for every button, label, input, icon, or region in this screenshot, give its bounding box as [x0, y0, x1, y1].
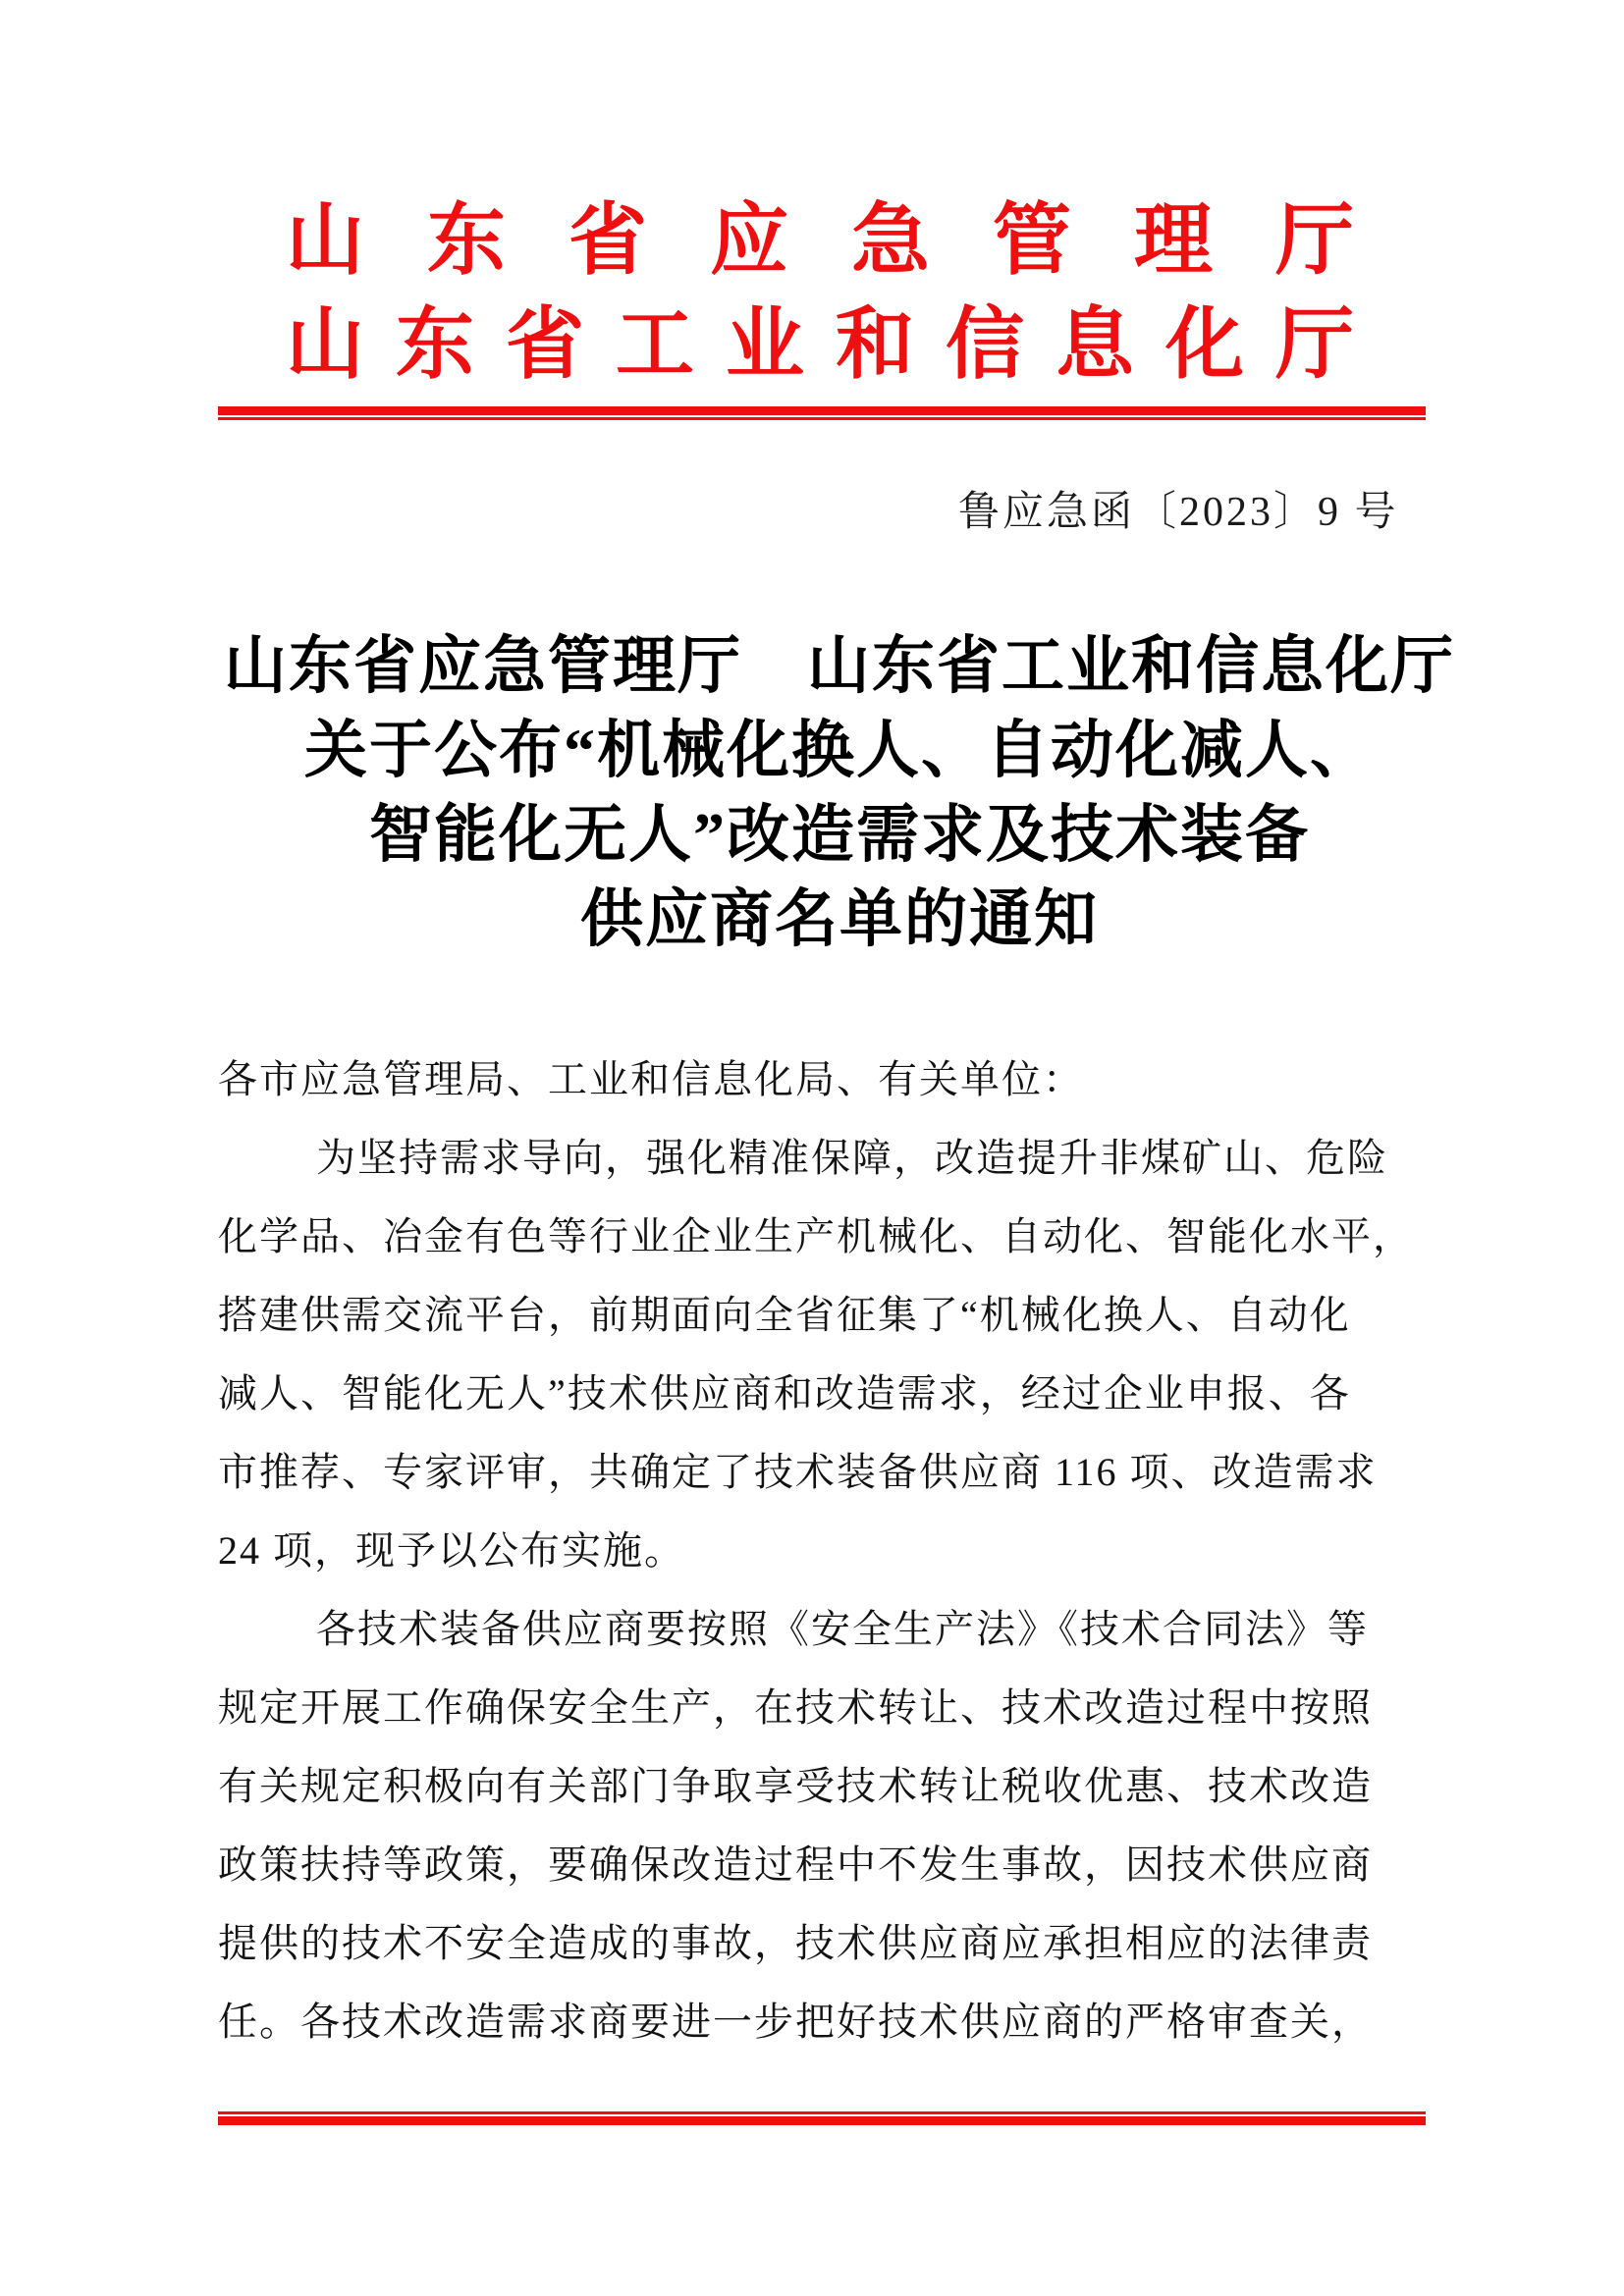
body-line-6: 24 项，现予以公布实施。 [218, 1528, 685, 1573]
letterhead-separator [218, 406, 1426, 420]
document-body [218, 1041, 1435, 2061]
body-line-3: 搭建供需交流平台，前期面向全省征集了“机械化换人、自动化 [218, 1293, 1351, 1337]
document-title [0, 624, 1624, 962]
document-title-line-4: 供应商名单的通知 [580, 884, 1099, 954]
separator-thick-rule [218, 406, 1426, 415]
body-line-11: 提供的技术不安全造成的事故，技术供应商应承担相应的法律责 [218, 1921, 1373, 1965]
body-line-12: 任。各技术改造需求商要进一步把好技术供应商的严格审查关， [218, 2000, 1373, 2044]
body-line-10: 政策扶持等政策，要确保改造过程中不发生事故，因技术供应商 [218, 1842, 1373, 1887]
document-number: 鲁应急函〔2023〕9 号 [958, 490, 1399, 535]
body-line-9: 有关规定积极向有关部门争取享受技术转让税收优惠、技术改造 [218, 1764, 1373, 1808]
body-line-5: 市推荐、专家评审，共确定了技术装备供应商 116 项、改造需求 [218, 1450, 1378, 1494]
letterhead-org-line-1: 山东省应急管理厅 [286, 198, 1417, 285]
letterhead-org-line-2: 山东省工业和信息化厅 [286, 302, 1385, 389]
document-title-line-1: 山东省应急管理厅 山东省工业和信息化厅 [224, 631, 1455, 701]
document-title-line-2: 关于公布“机械化换人、自动化减人、 [304, 716, 1375, 785]
separator-thin-rule [218, 417, 1426, 420]
body-line-2: 化学品、冶金有色等行业企业生产机械化、自动化、智能化水平， [218, 1214, 1414, 1258]
body-line-4: 减人、智能化无人”技术供应商和改造需求，经过企业申报、各 [218, 1371, 1351, 1415]
footer-thick-rule [218, 2116, 1426, 2125]
document-title-line-3: 智能化无人”改造需求及技术装备 [369, 800, 1310, 870]
salutation-line: 各市应急管理局、工业和信息化局、有关单位： [218, 1057, 1084, 1101]
body-line-1: 为坚持需求导向，强化精准保障，改造提升非煤矿山、危险 [316, 1136, 1388, 1180]
body-line-8: 规定开展工作确保安全生产，在技术转让、技术改造过程中按照 [218, 1685, 1373, 1730]
body-line-7: 各技术装备供应商要按照《安全生产法》《技术合同法》等 [316, 1607, 1369, 1651]
footer-separator [218, 2111, 1426, 2125]
